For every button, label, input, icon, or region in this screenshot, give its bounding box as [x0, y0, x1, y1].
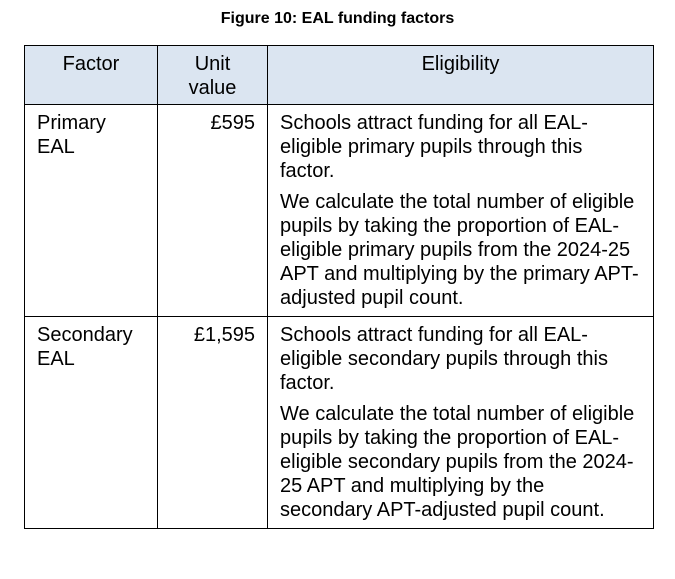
eal-funding-factors-table	[24, 45, 654, 529]
table-row-secondary-eal	[25, 317, 654, 529]
header-eligibility	[268, 46, 654, 105]
eligibility-primary-paragraph-2: We calculate the total number of eligible pupils by taking the proportion of EAL-eligible primary pupils from the 2024-25 APT and multiplying by the primary APT-adjusted pupil count.	[280, 191, 639, 309]
header-unit-value-line1: Unit	[194, 53, 231, 75]
factor-secondary-line1: Secondary	[37, 324, 133, 346]
cell-eligibility-primary	[268, 105, 654, 317]
table-body	[25, 105, 654, 529]
cell-unit-value-secondary: £1,595	[158, 317, 268, 529]
header-unit-value-line2: value	[188, 77, 237, 99]
cell-eligibility-secondary	[268, 317, 654, 529]
cell-unit-value-primary: £595	[158, 105, 268, 317]
table-header	[25, 46, 654, 105]
factor-primary-line2: EAL	[37, 136, 75, 158]
eligibility-secondary-paragraph-1: Schools attract funding for all EAL-eligible secondary pupils through this factor.	[280, 324, 608, 394]
header-row	[25, 46, 654, 105]
cell-factor-primary	[25, 105, 158, 317]
table-row-primary-eal	[25, 105, 654, 317]
eligibility-secondary-paragraph-2: We calculate the total number of eligible pupils by taking the proportion of EAL-eligible secondary pupils from the 2024-25 APT and multiplying by the secondary APT-adjusted pupil count.	[280, 403, 635, 521]
factor-primary-line1: Primary	[37, 112, 106, 134]
header-factor	[25, 46, 158, 105]
header-factor-label: Factor	[62, 53, 120, 75]
header-unit-value	[158, 46, 268, 105]
figure-caption: Figure 10: EAL funding factors	[220, 10, 455, 27]
cell-factor-secondary	[25, 317, 158, 529]
header-eligibility-label: Eligibility	[421, 53, 500, 75]
factor-secondary-line2: EAL	[37, 348, 75, 370]
eligibility-primary-paragraph-1: Schools attract funding for all EAL-eligible primary pupils through this factor.	[280, 112, 588, 182]
